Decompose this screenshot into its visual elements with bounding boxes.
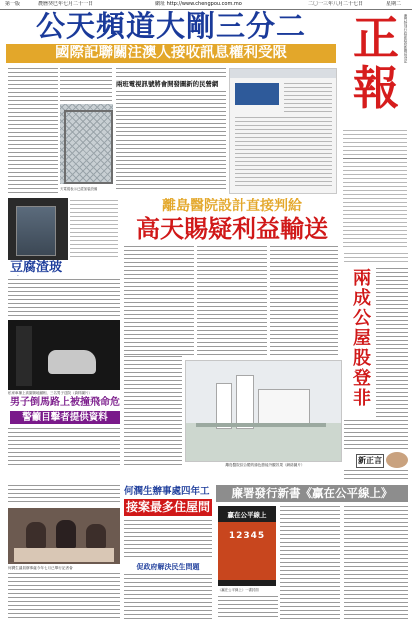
columnist-avatar	[386, 452, 408, 468]
bottom-left-kicker: 何潤生辦事處四年工	[124, 486, 210, 497]
tofu-text-2	[8, 279, 120, 317]
side-vertical-headline: 兩成公屋股登非	[350, 268, 371, 408]
cover-numbers: 12345	[228, 531, 266, 541]
hospital-text-col-4	[124, 356, 182, 466]
book-text-col-1	[280, 506, 340, 620]
tofu-photo	[8, 198, 68, 260]
hospital-text-col-3	[270, 246, 338, 356]
hospital-render	[185, 360, 342, 462]
masthead-divider	[343, 158, 407, 159]
hospital-text-col-2	[197, 246, 267, 356]
lead-text-col-2	[60, 68, 112, 101]
side-text-top	[344, 253, 408, 265]
lead-headline: 公天頻道大剛三分二	[35, 10, 306, 42]
fence-photo	[60, 104, 113, 184]
hospital-text-col-1	[124, 246, 194, 356]
screenshot-text-1	[284, 83, 332, 113]
accident-photo	[8, 320, 120, 390]
person-1-shape	[26, 522, 46, 548]
lead-text-col-3a	[116, 68, 226, 80]
table-shape	[14, 548, 114, 562]
masthead-char-2: 報	[353, 62, 399, 114]
accident-headline-1: 男子倒馬路上被撞飛命危	[10, 397, 120, 408]
book-text-col-3	[218, 596, 278, 620]
book-text-col-2	[344, 506, 408, 620]
bottom-left-subhead: 促政府解決民生問題	[136, 563, 200, 571]
book-cover-caption: 《贏在公平線上》一書封面	[218, 588, 259, 592]
side-text-bottom	[344, 420, 408, 452]
render-building	[258, 389, 310, 427]
bottom-left-text-2	[124, 520, 212, 560]
browser-bar	[230, 69, 336, 78]
bottom-left-text	[8, 573, 120, 621]
lead-text-col-1	[8, 68, 58, 193]
lead-inset-title: 兩班電視訊號將會開發圖新的民營網	[116, 80, 219, 88]
hospital-render-caption: 離島醫院綜合體的綠色節能外觀效果（網絡圖片）	[225, 463, 305, 467]
fence-photo-caption: 天電視表示已經加裝設備	[60, 187, 98, 191]
weekday: 星期二	[386, 1, 402, 7]
subhead-banner	[6, 44, 336, 63]
bottom-left-headline-band	[124, 499, 212, 516]
book-headline: 廉署發行新書《贏在公平線上》	[231, 486, 393, 500]
gregorian-date: 二〇一三年八月二十七日	[308, 1, 364, 7]
render-tower-2	[236, 375, 254, 429]
top-header-strip	[0, 0, 412, 10]
render-road	[196, 423, 326, 427]
fence-frame	[64, 110, 113, 184]
person-3-shape	[86, 524, 106, 548]
lead-subhead: 國際記聯關注澳人接收訊息權利受限	[55, 45, 287, 61]
car-shape	[48, 350, 96, 374]
masthead-char-1: 正	[353, 12, 399, 64]
hospital-headline: 高天賜疑利益輸送	[136, 215, 328, 243]
hospital-kicker: 離島醫院設計直接判給	[162, 198, 302, 214]
webpage-screenshot	[229, 68, 337, 194]
tofu-headline: 豆腐渣玻	[10, 260, 63, 275]
side-text-end	[344, 470, 408, 482]
book-cover	[218, 506, 276, 586]
side-text-col	[376, 268, 408, 418]
masthead	[340, 10, 410, 130]
bottom-left-caption: 何潤生議員辦事處今年七月已舉行記者會	[8, 566, 73, 570]
masthead-vertical-text: 澳門特別行政區政府新聞局登記	[404, 14, 408, 63]
bottom-left-text-top	[8, 485, 120, 505]
masthead-info-block	[343, 130, 407, 250]
side-column-label: 新正言	[356, 454, 384, 468]
accident-headline-band	[10, 411, 120, 424]
cover-title: 贏在公平線上	[227, 511, 267, 519]
section-label: 第一版	[5, 1, 21, 7]
screenshot-image	[235, 83, 279, 105]
press-conference-photo	[8, 508, 120, 564]
tofu-text-1	[70, 200, 118, 260]
accident-text	[8, 428, 120, 468]
book-headline-band	[216, 485, 408, 502]
bottom-left-text-3	[124, 574, 212, 621]
screenshot-text-2	[235, 117, 332, 187]
lead-text-col-3c	[116, 140, 226, 192]
glass-panel	[16, 206, 56, 256]
lunar-date: 農曆癸巳年七月二十一日	[38, 1, 94, 7]
bottom-left-headline: 接案最多住屋問	[125, 500, 210, 514]
accident-photo-caption: 私家車撞上高園街地鐵相，三名男子送院（資料圖片）	[8, 391, 92, 395]
person-shape	[16, 326, 32, 386]
accident-headline-2: 警籲目擊者提供資料	[22, 412, 108, 423]
lead-text-col-3b	[116, 91, 226, 136]
website-link[interactable]: 網址 http://www.chengpou.com.mo	[155, 1, 242, 7]
render-ground	[186, 423, 341, 461]
person-2-shape	[56, 520, 76, 548]
